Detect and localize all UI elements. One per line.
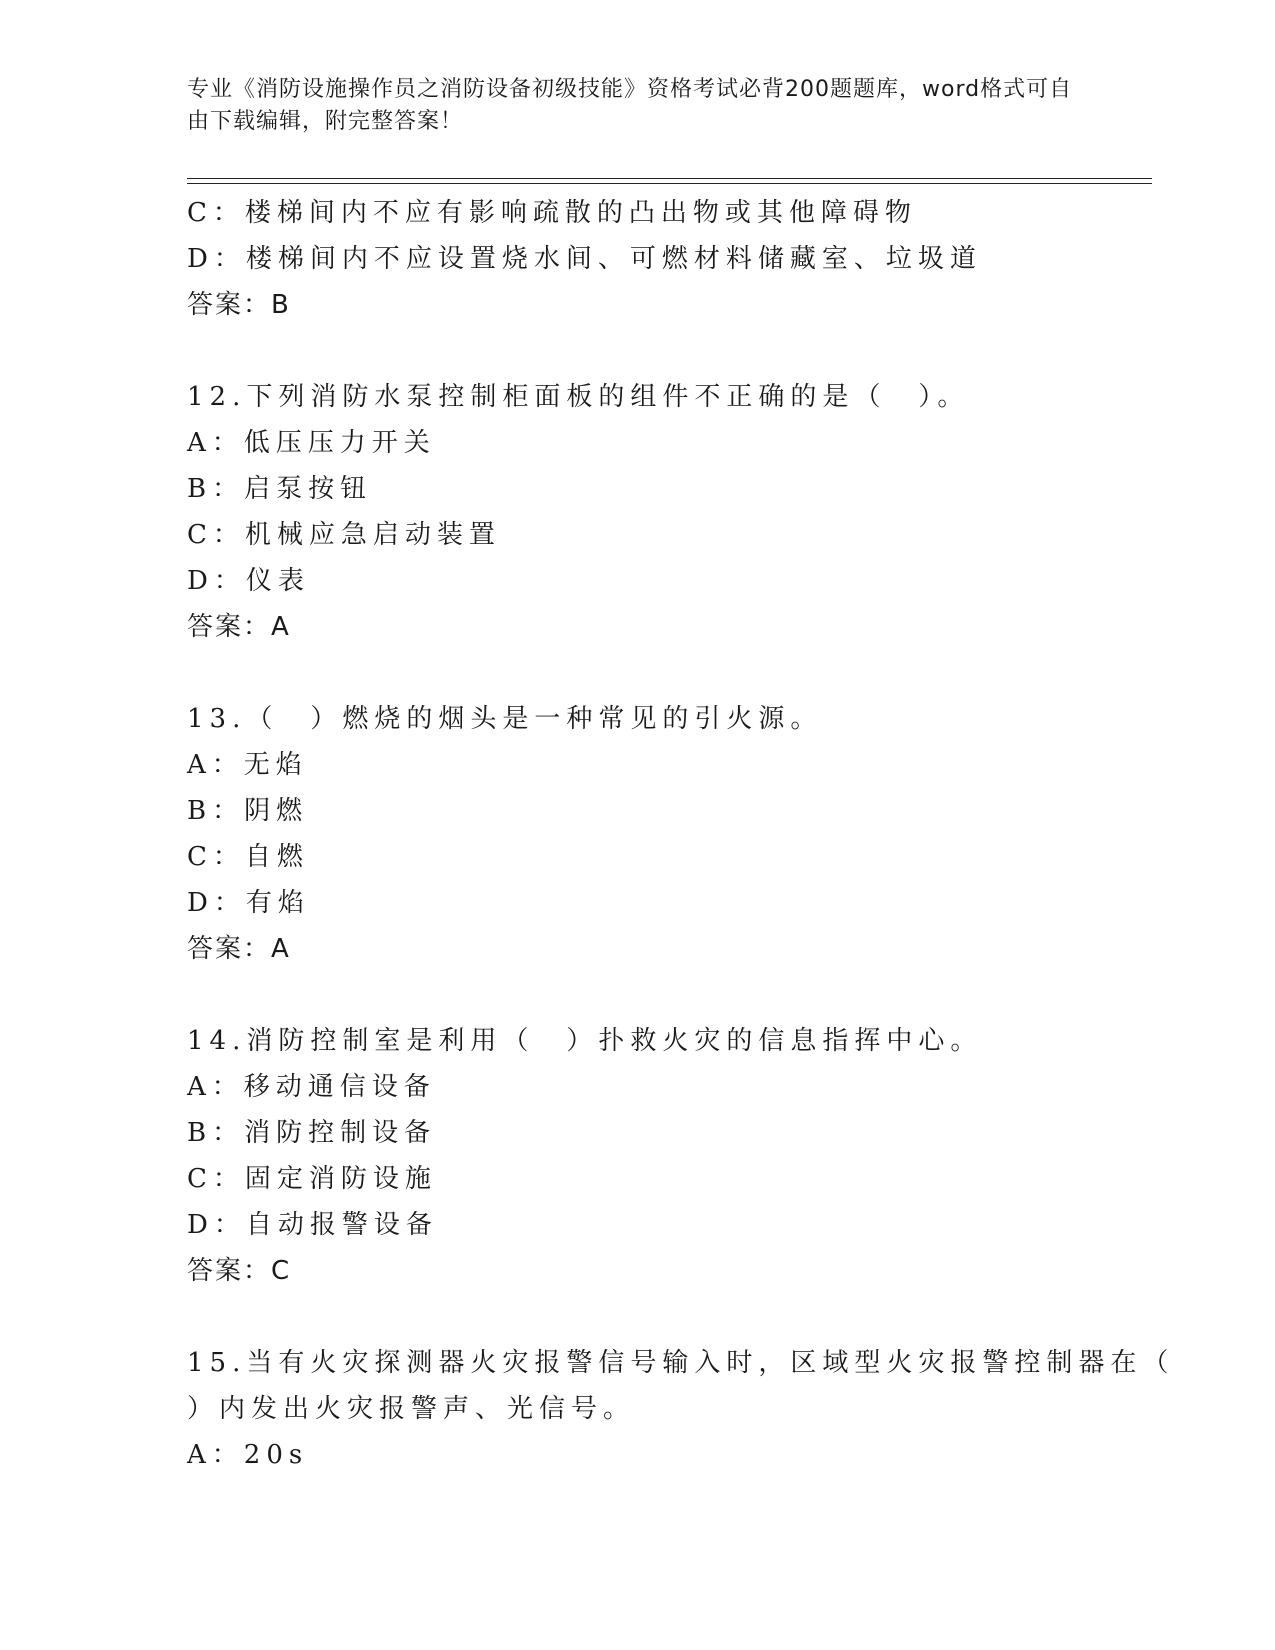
q12-option-a: A：低压压力开关 <box>187 428 436 458</box>
header-divider-top <box>187 178 1152 179</box>
question-list <box>187 190 1175 1478</box>
q11-option-d: D：楼梯间内不应设置烧水间、可燃材料储藏室、垃圾道 <box>187 244 982 274</box>
q13-answer: 答案：A <box>187 934 291 964</box>
q14-stem: 14.消防控制室是利用（ ）扑救火灾的信息指挥中心。 <box>187 1026 983 1056</box>
header-divider-bottom <box>187 183 1152 184</box>
q15-option-a: A：20s <box>187 1440 309 1470</box>
q14-option-b: B：消防控制设备 <box>187 1118 437 1148</box>
q12-option-b: B：启泵按钮 <box>187 474 373 504</box>
q12-answer: 答案：A <box>187 612 291 642</box>
q15-stem-line-1: 15.当有火灾探测器火灾报警信号输入时，区域型火灾报警控制器在（ <box>187 1348 1175 1378</box>
q11-option-c: C：楼梯间内不应有影响疏散的凸出物或其他障碍物 <box>187 198 917 228</box>
q14-option-d: D：自动报警设备 <box>187 1210 438 1240</box>
q14-option-a: A：移动通信设备 <box>187 1072 436 1102</box>
q12-option-c: C：机械应急启动装置 <box>187 520 501 550</box>
q14-answer: 答案：C <box>187 1256 292 1286</box>
q13-stem: 13.（ ）燃烧的烟头是一种常见的引火源。 <box>187 704 823 734</box>
q11-answer: 答案：B <box>187 290 291 320</box>
document-header: 专业《消防设施操作员之消防设备初级技能》资格考试必背200题题库，word格式可自由下载编辑，附完整答案！ <box>187 77 1073 134</box>
q14-option-c: C：固定消防设施 <box>187 1164 437 1194</box>
q13-option-a: A：无焰 <box>187 750 308 780</box>
q13-option-c: C：自燃 <box>187 842 309 872</box>
q12-option-d: D：仪表 <box>187 566 310 596</box>
q13-option-b: B：阴燃 <box>187 796 309 826</box>
q15-stem-line-2: ）内发出火灾报警声、光信号。 <box>187 1394 636 1424</box>
q12-stem: 12.下列消防水泵控制柜面板的组件不正确的是（ ）。 <box>187 382 970 412</box>
q13-option-d: D：有焰 <box>187 888 310 918</box>
